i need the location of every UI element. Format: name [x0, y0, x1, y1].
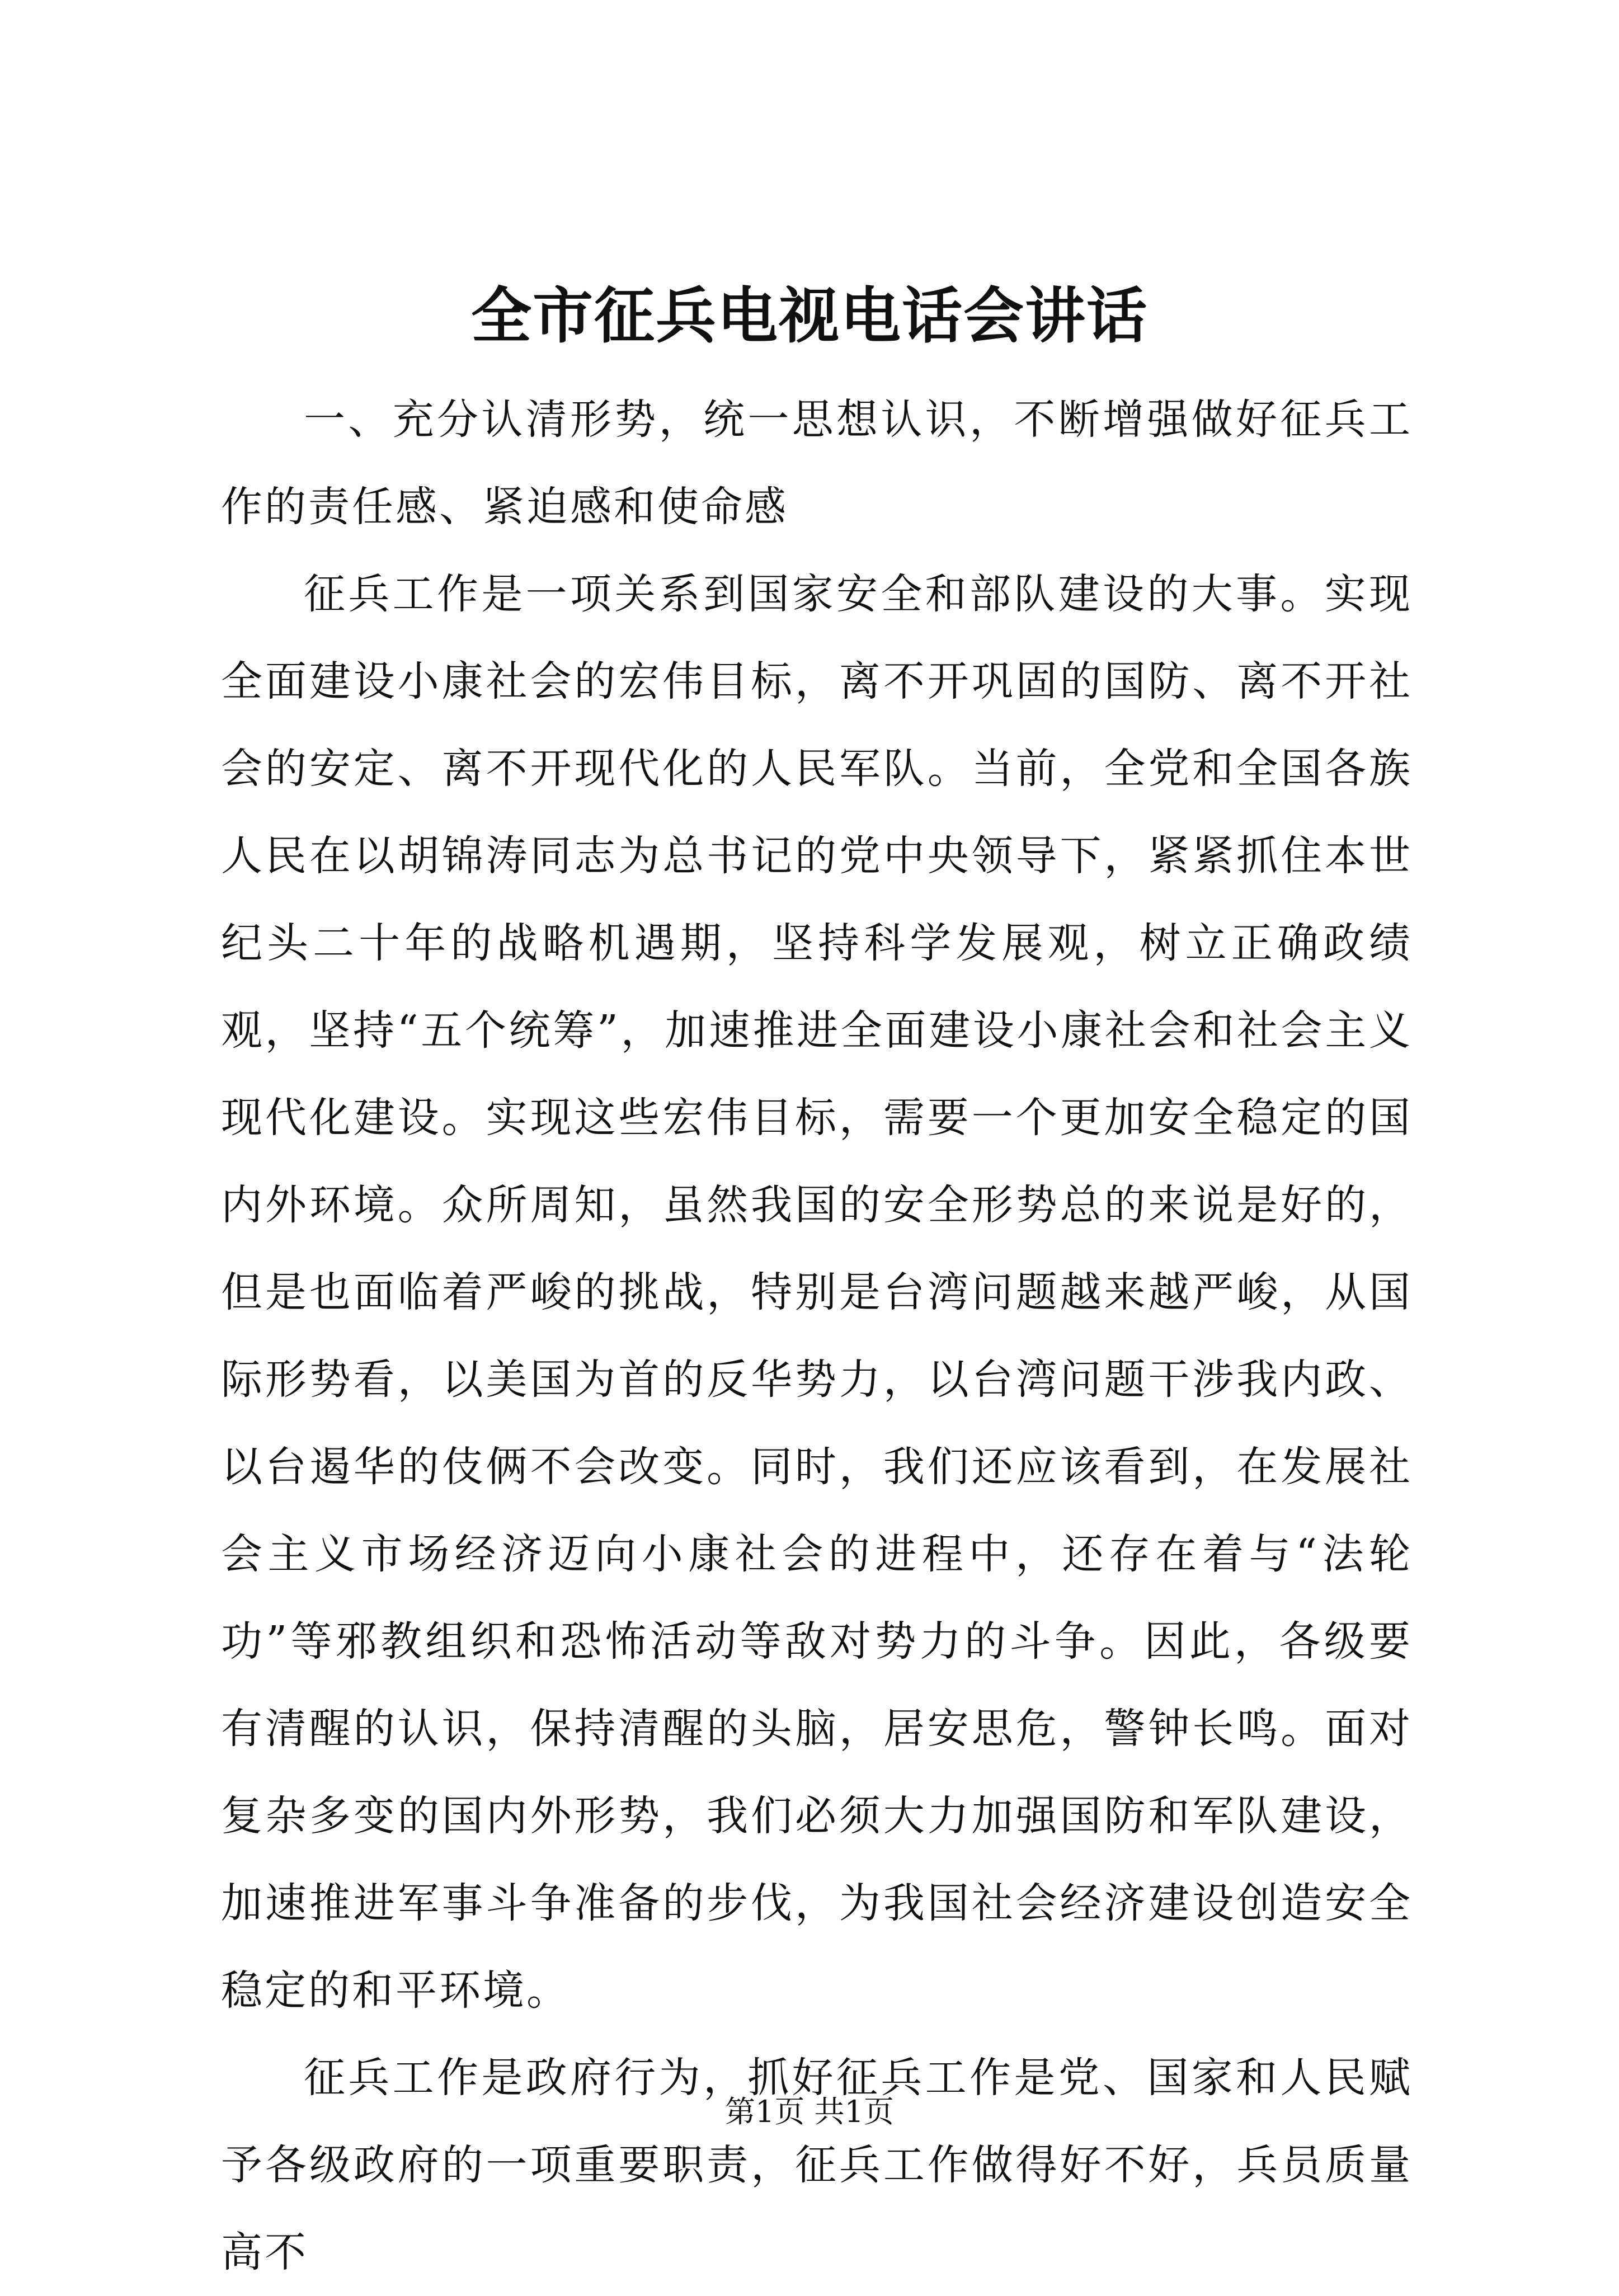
body-paragraph: 征兵工作是政府行为，抓好征兵工作是党、国家和人民赋予各级政府的一项重要职责，征兵工作做得好不好，兵员质量高不	[221, 2054, 1413, 2276]
document-title: 全市征兵电视电话会讲话	[470, 281, 1148, 351]
document-body	[221, 376, 1413, 2296]
page-footer: 第1页 共1页	[725, 2094, 894, 2129]
section-heading: 一、充分认清形势，统一思想认识，不断增强做好征兵工作的责任感、紧迫感和使命感	[221, 396, 1413, 531]
body-paragraph: 征兵工作是一项关系到国家安全和部队建设的大事。实现全面建设小康社会的宏伟目标，离不开巩固的国防、离不开社会的安定、离不开现代化的人民军队。当前，全党和全国各族人民在以胡锦涛同志为总书记的党中央领导下，紧紧抓住本世纪头二十年的战略机遇期，坚持科学发展观，树立正确政绩观，坚持“五个统筹”，加速推进全面建设小康社会和社会主义现代化建设。实现这些宏伟目标，需要一个更加安全稳定的国内外环境。众所周知，虽然我国的安全形势总的来说是好的，但是也面临着严峻的挑战，特别是台湾问题越来越严峻，从国际形势看，以美国为首的反华势力，以台湾问题干涉我内政、以台遏华的伎俩不会改变。同时，我们还应该看到，在发展社会主义市场经济迈向小康社会的进程中，还存在着与“法轮功”等邪教组织和恐怖活动等敌对势力的斗争。因此，各级要有清醒的认识，保持清醒的头脑，居安思危，警钟长鸣。面对复杂多变的国内外形势，我们必须大力加强国防和军队建设，加速推进军事斗争准备的步伐，为我国社会经济建设创造安全稳定的和平环境。	[221, 570, 1413, 2015]
